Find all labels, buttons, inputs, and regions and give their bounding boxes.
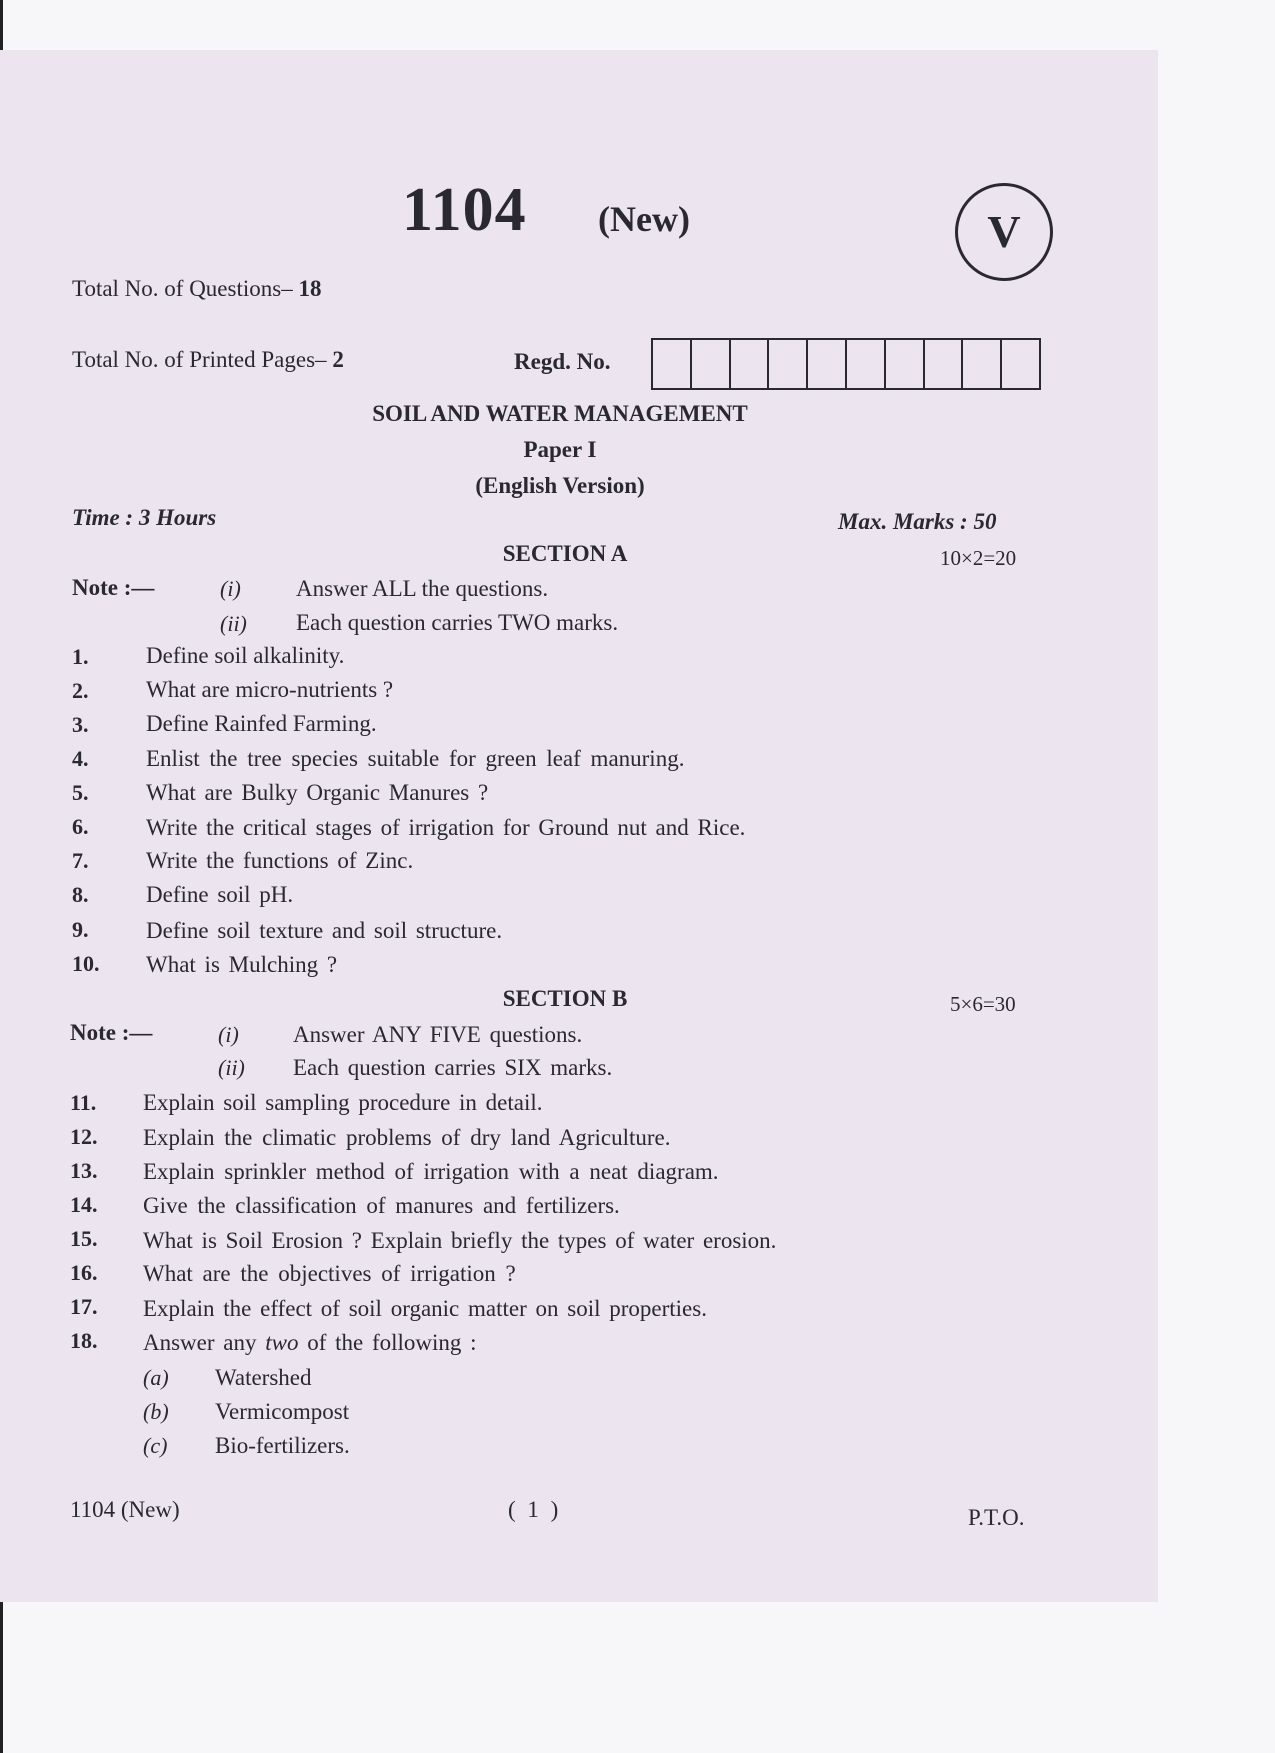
question-number: 11. [70,1090,97,1115]
sub-item-text: Bio-fertilizers. [215,1433,350,1458]
question-text: Explain the climatic problems of dry land Agriculture. [143,1125,671,1150]
paper-code-suffix: (New) [598,199,690,239]
max-marks: Max. Marks : 50 [838,509,997,534]
question-text: Write the critical stages of irrigation for Ground nut and Rice. [146,815,746,840]
sub-item-label: (b) [143,1399,169,1424]
question-number: 15. [70,1226,98,1251]
question-text-part: Answer any [143,1330,266,1355]
time-allowed: Time : 3 Hours [72,505,217,530]
question-text: What are Bulky Organic Manures ? [146,780,489,805]
sub-item-text: Watershed [215,1365,312,1390]
question-text-part: of the following : [298,1330,477,1355]
subject-title: SOIL AND WATER MANAGEMENT [372,401,748,426]
regd-box [925,340,964,388]
question-text: Define soil alkalinity. [146,643,345,668]
question-number: 13. [70,1158,98,1183]
paper-code: 1104 [402,176,527,244]
regd-box [1002,340,1039,388]
question-text: What is Soil Erosion ? Explain briefly the types of water erosion. [143,1228,777,1253]
regd-no-label: Regd. No. [514,349,611,374]
sub-item-text: Vermicompost [215,1399,350,1424]
question-text: Explain soil sampling procedure in detail. [143,1090,543,1115]
question-number: 2. [72,678,89,703]
page-number: ( 1 ) [508,1497,559,1522]
question-text [143,1330,477,1356]
question-number: 17. [70,1294,98,1319]
question-text: What are micro-nutrients ? [146,677,394,702]
question-number: 7. [72,848,89,873]
total-questions-value: 18 [298,276,322,301]
total-questions-label: Total No. of Questions– [72,276,293,301]
section-a-title: SECTION A [502,541,628,566]
note-number: (ii) [218,1055,245,1080]
question-number: 4. [72,746,89,771]
paper-number: Paper I [523,437,597,462]
regd-box [653,340,692,388]
regd-no-boxes [651,338,1041,390]
question-number: 18. [70,1328,98,1353]
question-text: Explain the effect of soil organic matter on soil properties. [143,1296,707,1321]
paper-version: (English Version) [475,473,645,498]
question-number: 12. [70,1124,98,1149]
section-b-marks: 5×6=30 [950,992,1016,1016]
note-text: Answer ALL the questions. [296,576,549,601]
note-text: Each question carries SIX marks. [293,1055,613,1080]
scan-border-bottom [0,1600,3,1753]
please-turn-over: P.T.O. [968,1505,1025,1530]
question-number: 1. [72,644,89,669]
note-number: (ii) [220,611,247,636]
question-number: 8. [72,882,89,907]
note-number: (i) [220,576,241,601]
set-letter-badge: V [955,183,1053,281]
section-a-note-label: Note :— [72,575,155,600]
sub-item-label: (a) [143,1365,169,1390]
regd-box [692,340,731,388]
question-number: 3. [72,712,89,737]
total-questions [72,276,321,302]
total-pages [72,347,344,373]
question-number: 5. [72,780,89,805]
question-text: What are the objectives of irrigation ? [143,1261,516,1286]
section-a-marks: 10×2=20 [940,546,1017,570]
note-text: Answer ANY FIVE questions. [293,1022,583,1047]
regd-box [808,340,847,388]
regd-box [963,340,1002,388]
question-text: Write the functions of Zinc. [146,848,414,873]
note-text: Each question carries TWO marks. [296,610,619,635]
sub-item-label: (c) [143,1433,168,1458]
regd-box [886,340,925,388]
total-pages-label: Total No. of Printed Pages– [72,347,327,372]
question-text: Enlist the tree species suitable for green leaf manuring. [146,746,685,771]
question-text: Define soil texture and soil structure. [146,918,503,943]
question-text: What is Mulching ? [146,952,338,977]
question-text: Define soil pH. [146,882,294,907]
question-number: 10. [72,951,100,976]
question-number: 14. [70,1192,98,1217]
regd-box [769,340,808,388]
question-text: Give the classification of manures and fertilizers. [143,1193,620,1218]
question-text: Define Rainfed Farming. [146,711,377,736]
question-number: 9. [72,917,89,942]
footer-code: 1104 (New) [70,1497,180,1522]
question-text-emphasis: two [265,1330,299,1355]
section-b-title: SECTION B [502,986,628,1011]
question-text: Explain sprinkler method of irrigation with a neat diagram. [143,1159,719,1184]
question-number: 16. [70,1260,98,1285]
note-number: (i) [218,1022,239,1047]
question-number: 6. [72,814,89,839]
section-b-note-label: Note :— [70,1020,153,1045]
regd-box [847,340,886,388]
regd-box [731,340,770,388]
total-pages-value: 2 [332,347,344,372]
